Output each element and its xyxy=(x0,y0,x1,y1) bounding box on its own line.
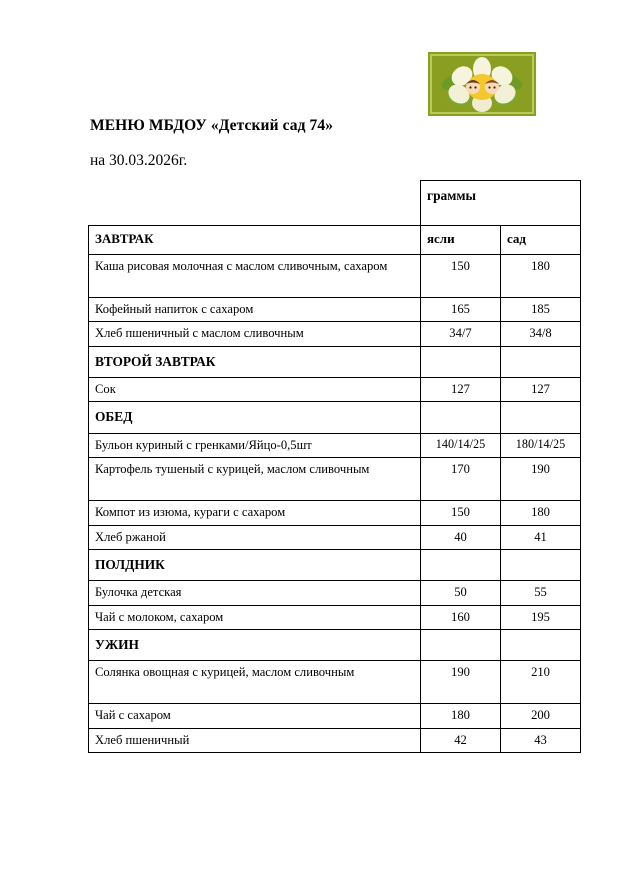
section-amount-sad xyxy=(501,549,581,580)
dish-name: Хлеб пшеничный с маслом сливочным xyxy=(89,322,421,346)
section-amount-yasli xyxy=(421,630,501,661)
dish-amount-yasli: 190 xyxy=(421,661,501,704)
dish-amount-yasli: 40 xyxy=(421,525,501,549)
section-label: ОБЕД xyxy=(89,402,421,433)
table-row xyxy=(89,525,581,549)
dish-name: Каша рисовая молочная с маслом сливочным, сахаром xyxy=(89,254,421,297)
dish-amount-yasli: 42 xyxy=(421,728,501,752)
section-header-zavtrak: ЗАВТРАК xyxy=(89,226,421,255)
dish-name: Бульон куриный с гренками/Яйцо-0,5шт xyxy=(89,433,421,457)
dish-amount-sad: 180 xyxy=(501,254,581,297)
dish-amount-sad: 127 xyxy=(501,378,581,402)
dish-amount-yasli: 50 xyxy=(421,581,501,605)
section-amount-yasli xyxy=(421,549,501,580)
dish-amount-sad: 185 xyxy=(501,297,581,321)
column-header-sad: сад xyxy=(501,226,581,255)
dish-amount-yasli: 150 xyxy=(421,254,501,297)
dish-amount-yasli: 127 xyxy=(421,378,501,402)
section-amount-yasli xyxy=(421,402,501,433)
section-amount-sad xyxy=(501,630,581,661)
menu-date: на 30.03.2026г. xyxy=(90,152,188,169)
dish-amount-yasli: 180 xyxy=(421,704,501,728)
table-row xyxy=(89,254,581,297)
dish-name: Хлеб ржаной xyxy=(89,525,421,549)
dish-amount-yasli: 150 xyxy=(421,501,501,525)
section-amount-sad xyxy=(501,346,581,377)
dish-name: Солянка овощная с курицей, маслом сливочным xyxy=(89,661,421,704)
kindergarten-logo xyxy=(428,52,536,116)
dish-amount-sad: 180/14/25 xyxy=(501,433,581,457)
table-row xyxy=(89,322,581,346)
table-row xyxy=(89,501,581,525)
section-amount-sad xyxy=(501,402,581,433)
dish-name: Хлеб пшеничный xyxy=(89,728,421,752)
dish-amount-sad: 195 xyxy=(501,605,581,629)
section-amount-yasli xyxy=(421,346,501,377)
dish-amount-yasli: 34/7 xyxy=(421,322,501,346)
dish-amount-yasli: 165 xyxy=(421,297,501,321)
dish-amount-yasli: 140/14/25 xyxy=(421,433,501,457)
dish-amount-sad: 34/8 xyxy=(501,322,581,346)
dish-amount-sad: 200 xyxy=(501,704,581,728)
menu-table xyxy=(88,180,581,753)
dish-name: Чай с сахаром xyxy=(89,704,421,728)
dish-amount-sad: 180 xyxy=(501,501,581,525)
dish-amount-sad: 210 xyxy=(501,661,581,704)
dish-amount-sad: 43 xyxy=(501,728,581,752)
section-label: УЖИН xyxy=(89,630,421,661)
table-row xyxy=(89,458,581,501)
dish-name: Сок xyxy=(89,378,421,402)
dish-amount-sad: 55 xyxy=(501,581,581,605)
table-row xyxy=(89,581,581,605)
dish-name: Компот из изюма, кураги с сахаром xyxy=(89,501,421,525)
corner-blank-cell xyxy=(89,181,421,226)
menu-table-body xyxy=(89,181,581,753)
table-row xyxy=(89,433,581,457)
table-row xyxy=(89,297,581,321)
column-header-yasli: ясли xyxy=(421,226,501,255)
table-row xyxy=(89,728,581,752)
dish-amount-sad: 190 xyxy=(501,458,581,501)
dish-amount-sad: 41 xyxy=(501,525,581,549)
section-label: ВТОРОЙ ЗАВТРАК xyxy=(89,346,421,377)
section-row-poldnik xyxy=(89,549,581,580)
table-row xyxy=(89,704,581,728)
table-row xyxy=(89,661,581,704)
section-row-vtoroy-zavtrak xyxy=(89,346,581,377)
section-row-obed xyxy=(89,402,581,433)
page-title: МЕНЮ МБДОУ «Детский сад 74» xyxy=(90,117,334,134)
units-header-cell: граммы xyxy=(421,181,581,226)
dish-name: Чай с молоком, сахаром xyxy=(89,605,421,629)
table-row xyxy=(89,605,581,629)
table-header-groups-row xyxy=(89,226,581,255)
dish-amount-yasli: 160 xyxy=(421,605,501,629)
table-header-units-row xyxy=(89,181,581,226)
dish-name: Булочка детская xyxy=(89,581,421,605)
dish-name: Картофель тушеный с курицей, маслом сливочным xyxy=(89,458,421,501)
section-row-uzhin xyxy=(89,630,581,661)
dish-name: Кофейный напиток с сахаром xyxy=(89,297,421,321)
flower-logo-icon xyxy=(428,52,536,116)
dish-amount-yasli: 170 xyxy=(421,458,501,501)
section-label: ПОЛДНИК xyxy=(89,549,421,580)
table-row xyxy=(89,378,581,402)
